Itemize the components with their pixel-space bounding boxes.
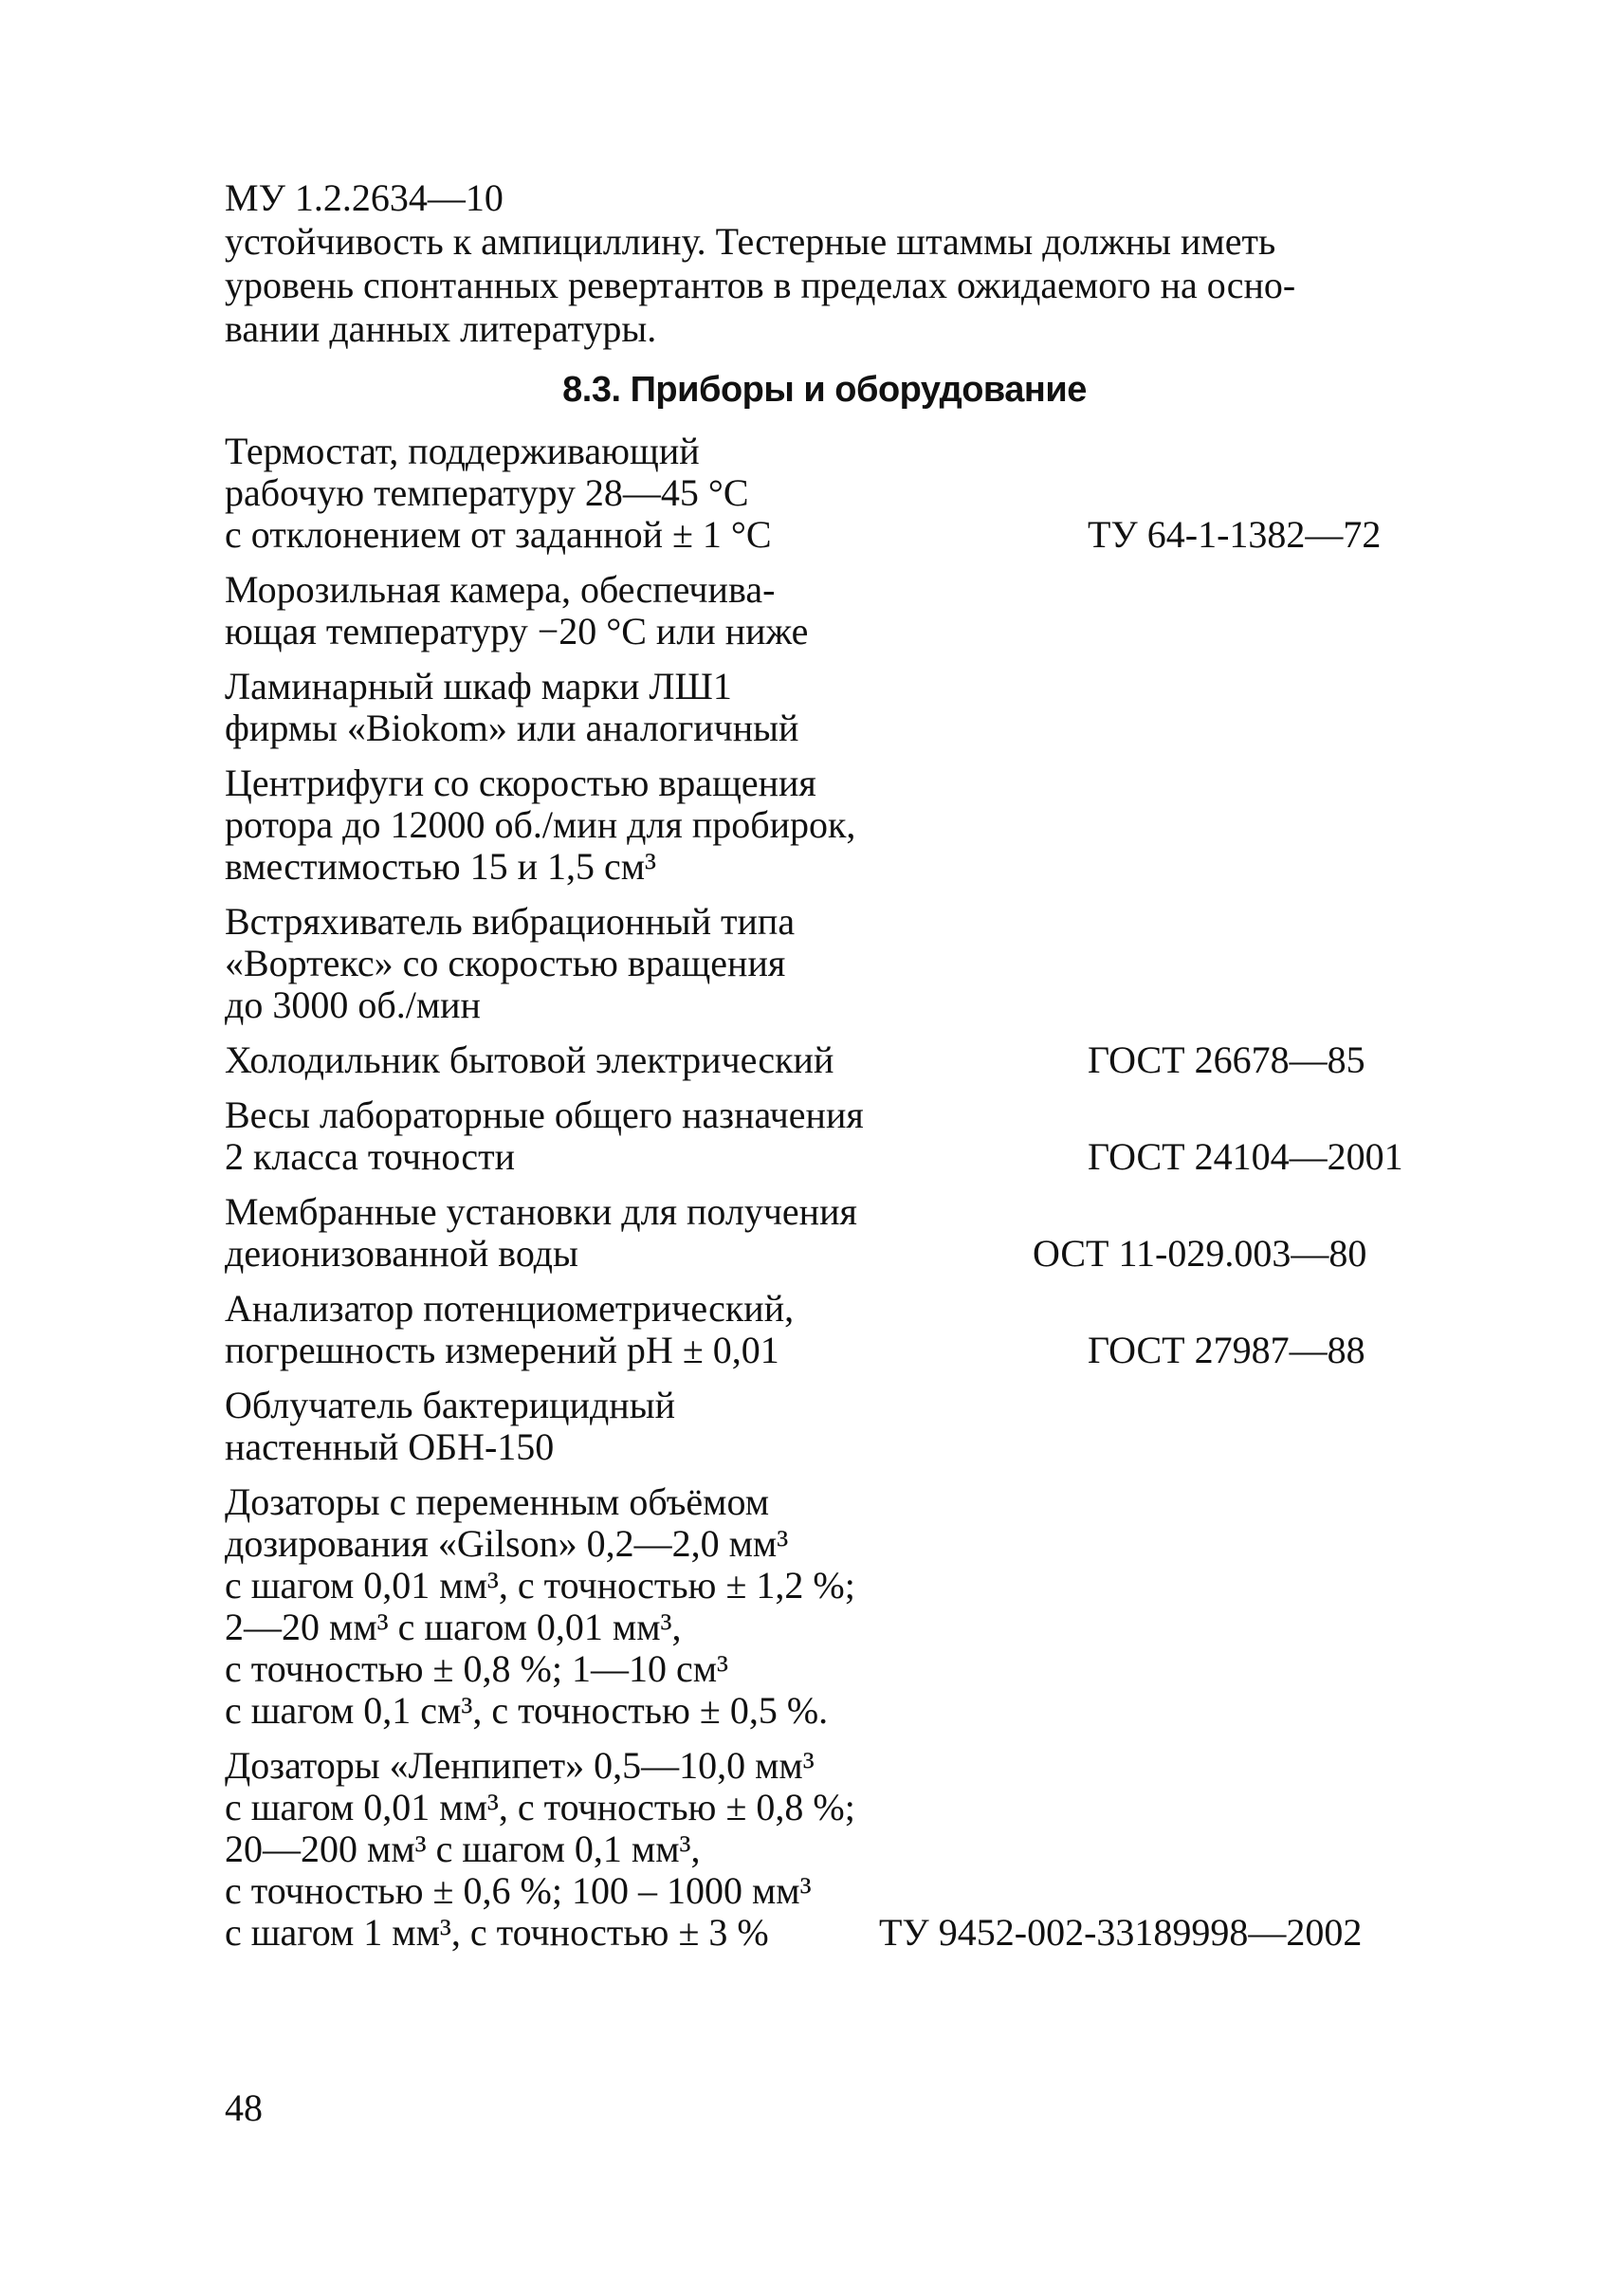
equipment-list [225,431,1424,1954]
description-line: рабочую температуру 28—45 °С [225,471,749,514]
description-line: Морозильная камера, обеспечива- [225,568,776,611]
description-line: Облучатель бактерицидный [225,1384,675,1426]
description-line: ротора до 12000 об./мин для пробирок, [225,803,856,846]
description-line: 2—20 мм³ с шагом 0,01 мм³, [225,1606,682,1648]
intro-line: устойчивость к ампициллину. Тестерные штаммы должны иметь [225,220,1276,263]
equipment-description [225,431,1002,556]
description-line: с отклонением от заданной ± 1 °С [225,513,772,556]
description-line: Дозаторы с переменным объёмом [225,1480,770,1523]
equipment-item [225,901,1424,1026]
equipment-description [225,1039,1002,1081]
equipment-item [225,1385,1424,1468]
intro-paragraph [225,220,1424,351]
description-line: Дозаторы «Ленпипет» 0,5—10,0 мм³ [225,1744,815,1787]
equipment-item [225,1191,1424,1275]
description-line: с шагом 0,1 см³, с точностью ± 0,5 %. [225,1689,829,1732]
description-line: Центрифуги со скоростью вращения [225,762,816,804]
description-line: с шагом 0,01 мм³, с точностью ± 1,2 %; [225,1564,855,1607]
equipment-description [225,1385,1002,1468]
description-line: Термостат, поддерживающий [225,430,700,472]
description-line: Встряхиватель вибрационный типа [225,900,796,943]
description-line: до 3000 об./мин [225,983,481,1026]
equipment-item [225,1039,1424,1081]
equipment-standard: ГОСТ 26678—85 [1088,1038,1365,1081]
equipment-description [225,1094,1002,1178]
description-line: деионизованной воды [225,1232,578,1275]
section-title: 8.3. Приборы и оборудование [562,370,1087,410]
description-line: Ламинарный шкаф марки ЛШ1 [225,665,732,707]
description-line: Холодильник бытовой электрический [225,1038,834,1081]
equipment-item [225,1745,1424,1954]
description-line: с точностью ± 0,8 %; 1—10 см³ [225,1647,728,1690]
equipment-description [225,1481,1002,1732]
equipment-standard: ТУ 64-1-1382—72 [1088,513,1382,556]
description-line: Весы лабораторные общего назначения [225,1093,864,1136]
equipment-item [225,431,1424,556]
description-line: 2 класса точности [225,1135,515,1178]
equipment-standard: ГОСТ 24104—2001 [1088,1135,1403,1178]
equipment-item [225,1094,1424,1178]
page-number: 48 [225,2086,263,2129]
description-line: фирмы «Biokom» или аналогичный [225,707,799,749]
equipment-item [225,1481,1424,1732]
equipment-item [225,1288,1424,1371]
equipment-item [225,569,1424,652]
equipment-standard: ТУ 9452-002-33189998—2002 [879,1911,1363,1954]
document-page [225,176,1424,1967]
description-line: с шагом 1 мм³, с точностью ± 3 % [225,1911,769,1954]
intro-line: уровень спонтанных ревертантов в пределах ожидаемого на осно- [225,264,1296,306]
intro-line: вании данных литературы. [225,307,657,350]
description-line: дозирования «Gilson» 0,2—2,0 мм³ [225,1522,789,1565]
description-line: ющая температуру −20 °С или ниже [225,610,809,652]
equipment-standard: ОСТ 11-029.003—80 [1033,1232,1367,1275]
equipment-standard: ГОСТ 27987—88 [1088,1329,1365,1371]
description-line: Анализатор потенциометрический, [225,1287,795,1330]
equipment-item [225,762,1424,888]
equipment-description [225,1191,1002,1275]
equipment-description [225,762,1002,888]
description-line: погрешность измерений pH ± 0,01 [225,1329,779,1371]
description-line: вместимостью 15 и 1,5 см³ [225,845,657,888]
equipment-description [225,666,1002,749]
description-line: «Вортекс» со скоростью вращения [225,942,786,984]
equipment-description [225,1288,1002,1371]
description-line: настенный ОБН-150 [225,1425,555,1468]
description-line: с шагом 0,01 мм³, с точностью ± 0,8 %; [225,1786,855,1828]
equipment-description [225,901,1002,1026]
equipment-item [225,666,1424,749]
description-line: с точностью ± 0,6 %; 100 – 1000 мм³ [225,1869,812,1912]
equipment-description [225,569,1002,652]
document-code: МУ 1.2.2634—10 [225,176,504,219]
description-line: Мембранные установки для получения [225,1190,857,1233]
description-line: 20—200 мм³ с шагом 0,1 мм³, [225,1828,701,1870]
